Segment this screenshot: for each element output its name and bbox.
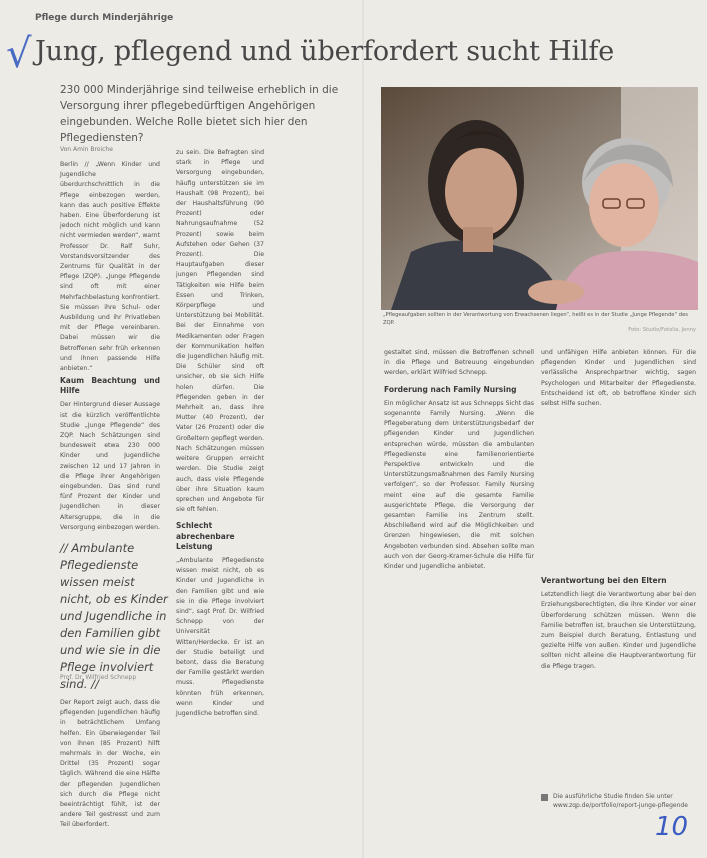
body-paragraph: Berlin // „Wenn Kinder und Jugendliche überdurchschnittlich in die Pflege einbezogen werden, kann das auch positive Effekte haben. Eine Überforderung ist jedoch nicht möglich und kann nicht vermieden werden“, warnt Professor Dr. Ralf Suhr, Vorstandsvorsitzender des Zentrums für Qualität in der Pflege (ZQP). „Junge Pflegende sind oft mit einer Mehrfachbelastung konfrontiert. Sie müssen ihre Schul- oder Ausbildung und ihr Privatleben mit der Pflege vereinbaren. Dabei müssen wir die Betroffenen sehr früh erkennen und ihnen passende Hilfe anbieten.“ (60, 161, 160, 373)
article-headline: Jung, pflegend und überfordert sucht Hilfe (35, 36, 614, 67)
body-column-1c (60, 698, 160, 853)
subheading: Forderung nach Family Nursing (384, 384, 517, 394)
article-lead: 230 000 Minderjährige sind teilweise erheblich in die Versorgung ihrer pflegebedürftigen Angehörigen eingebunden. Welche Rolle bietet sich hier den Pflegediensten? (60, 84, 339, 144)
pull-quote: // Ambulante Pflegedienste wissen meist nicht, ob es Kinder und Jugendliche in den Familien gibt und wie sie in die Pflege involviert sind. // (60, 541, 168, 691)
study-note: Die ausführliche Studie finden Sie unter www.zqp.de/portfolio/report-junge-pflegende (553, 793, 688, 809)
subheading: Schlecht abrechenbare Leistung (176, 521, 235, 551)
article-kicker: Pflege durch Minderjährige (35, 13, 174, 23)
body-column-1 (60, 160, 160, 373)
body-column-4b (541, 570, 696, 750)
pull-quote-source: Prof. Dr. Wilfried Schnepp (60, 674, 137, 681)
article-photo (381, 87, 698, 310)
body-column-3 (384, 322, 534, 852)
body-column-2 (176, 148, 264, 848)
note-bullet (541, 794, 548, 801)
body-column-1b (60, 370, 160, 530)
handwritten-page-number: 10 (655, 812, 689, 842)
body-paragraph: „Ambulante Pflegedienste wissen meist nicht, ob es Kinder und Jugendliche in den Familien gibt und wie sie in die Pflege involviert sind“, sagt Prof. Dr. Wilfried Schnepp von der Universität Witten/Herdecke. Er ist an der Studie beteiligt und betont, dass die Beratung der Familie gestärkt werden muss. Pflegedienste könnten früh erkennen, wenn Kinder und Jugendliche betroffen sind. (176, 556, 264, 717)
body-paragraph: Der Hintergrund dieser Aussage ist die kürzlich veröffentlichte Studie „Junge Pflegende“ des ZQP. Nach Schätzungen sind bundesweit etwa 230 000 Kinder und Jugendliche zwischen 12 und 17 Jahren in die Pflege ihrer Angehörigen eingebunden. Das sind rund fünf Prozent der Kinder und Jugendlichen in dieser Altersgruppe, die in die Versorgung einbezogen werden. (60, 401, 160, 531)
body-paragraph: und unfähigen Hilfe anbieten können. Für die pflegenden Kinder und Jugendlichen sind verlässliche Ansprechpartner wichtig, sagen Psychologen und Mitarbeiter der Pflegedienste. Entscheidend ist oft, ob betroffene Kinder sich selbst Hilfe suchen. (541, 349, 696, 408)
caption-text: „Pflegeaufgaben sollten in der Verantwortung von Erwachsenen liegen“, heißt es in der Studie „Junge Pflegende“ des ZQP. (383, 312, 688, 326)
subheading: Verantwortung bei den Eltern (541, 576, 667, 585)
body-paragraph: Letztendlich liegt die Verantwortung aber bei den Erziehungsberechtigten, die ihre Kinder vor einer Überforderung schützen müssen. Wenn die Familie betroffen ist, brauchen sie Unterstützung, zum Beispiel durch Beratung, Entlastung und gezielte Hilfe von außen. Kinder und Jugendliche sollten nicht alleine die Hauptverantwortung für die Pflege tragen. (541, 591, 696, 670)
body-column-4 (541, 322, 696, 572)
article-byline: Von Amin Broiche (60, 146, 113, 153)
body-paragraph: zu sein. Die Befragten sind stark in Pflege und Versorgung eingebunden, häufig unterstützen sie im Haushalt (98 Prozent), bei der Haushaltsführung (90 Prozent) oder Nahrungsaufnahme (52 Prozent) sowie beim Aufstehen oder Gehen (37 Prozent). Die Hauptaufgaben dieser jungen Pflegenden sind Tätigkeiten wie Hilfe beim Essen und Trinken, Körperpflege und Unterstützung bei Mobilität. Bei der Einnahme von Medikamenten oder Fragen der Kommunikation helfen die Jugendlichen häufig mit. Die Schüler sind oft unsicher, ob sie sich Hilfe holen dürfen. Die Pflegenden geben in der Mehrheit an, dass ihre Mutter (40 Prozent), der Vater (26 Prozent) oder die Großeltern gepflegt werden. Nach Schätzungen müssen weitere Gruppen erreicht werden. Die Studie zeigt auch, dass viele Pflegende über ihre Situation kaum sprechen und Angebote für sie oft fehlen. (176, 149, 264, 514)
body-paragraph: gestaltet sind, müssen die Betroffenen schnell in die Pflege und Betreuung eingebunden werden, erklärt Wilfried Schnepp. (384, 349, 534, 377)
body-paragraph: Der Report zeigt auch, dass die pflegenden Jugendlichen häufig in beträchtlichem Umfang helfen. Ein überwiegender Teil von ihnen (85 Prozent) hilft mehrmals in der Woche, ein Drittel (35 Prozent) sogar täglich. Während die eine Hälfte der pflegenden Jugendlichen sich durch die Pflege nicht beeinträchtigt fühlt, ist der andere Teil gestresst und zum Teil überfordert. (60, 699, 160, 829)
handwritten-check-mark: √ (6, 31, 32, 77)
photo-young-man-and-elderly-woman (381, 87, 698, 310)
photo-credit: Foto: Studio/Fotolia, Jenny (628, 327, 696, 333)
subheading: Kaum Beachtung und Hilfe (60, 376, 160, 396)
body-paragraph: Ein möglicher Ansatz ist aus Schnepps Sicht das sogenannte Family Nursing. „Wenn die Pflegeberatung dem Unterstützungsbedarf der pflegenden Kinder und Jugendlichen entsprechen würde, müssten die ambulanten Pflegedienste eine familienorientierte Perspektive entwickeln und die Unterstützungsmaßnahmen des Family Nursing verfolgen“, so der Professor. Family Nursing meint eine auf die gesamte Familie ausgerichtete Pflege, die Versorgung der gesamten Familie ins Zentrum stellt. Abschließend wird auf die Möglichkeiten und Grenzen hingewiesen, die mit solchen Angeboten verbunden sind. Absehen sollte man auch von der Georg-Kramer-Schule die Hilfe für Kinder und Jugendliche anbietet. (384, 399, 534, 571)
